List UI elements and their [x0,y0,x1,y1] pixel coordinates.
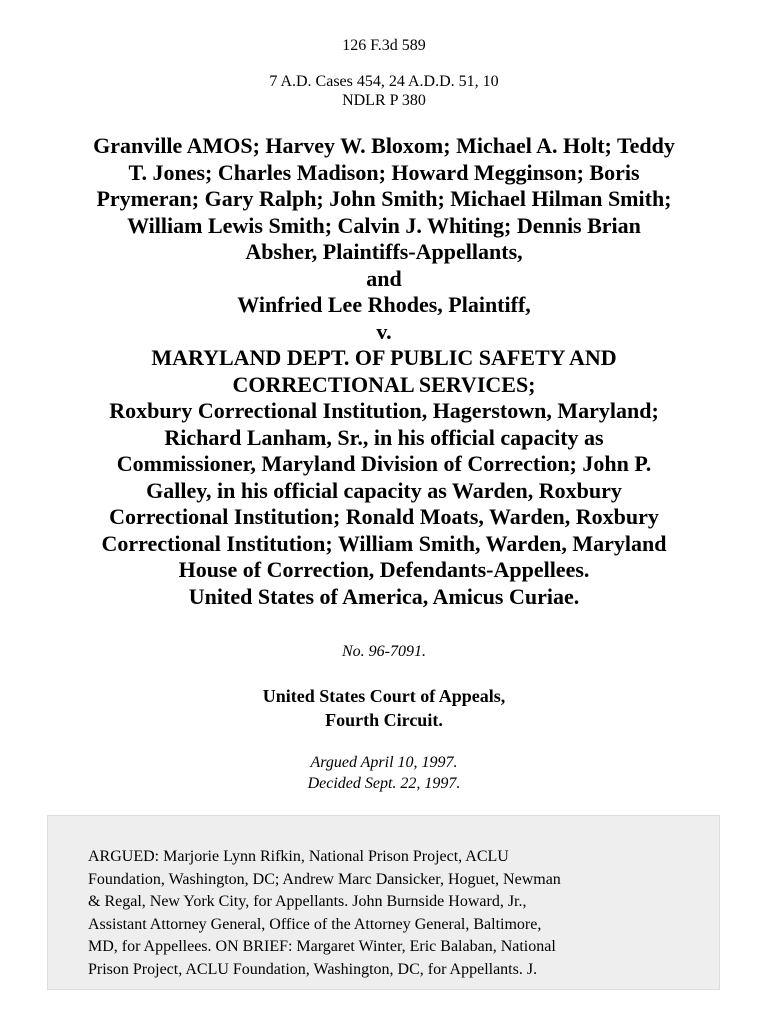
reporter-citation: 126 F.3d 589 [342,37,426,54]
appellee-line: Richard Lanham, Sr., in his official capacity as [164,424,604,450]
counsel-text [88,846,698,981]
counsel-line: MD, for Appellees. ON BRIEF: Margaret Winter, Eric Balaban, National [88,938,556,955]
plaintiff-line: Winfried Lee Rhodes, Plaintiff, [237,292,531,317]
counsel-line: Prison Project, ACLU Foundation, Washington, DC, for Appellants. J. [88,960,538,978]
appellee-line: House of Correction, Defendants-Appellees. [178,557,590,582]
counsel-line: & Regal, New York City, for Appellants. John Burnside Howard, Jr., [88,893,527,910]
appellee-line: Correctional Institution; William Smith, Warden, Maryland [101,530,667,556]
appellee-line: Commissioner, Maryland Division of Correction; John P. [116,451,652,476]
decided-date: Decided Sept. 22, 1997. [307,775,461,792]
and-connector: and [366,265,402,291]
appellee-line: CORRECTIONAL SERVICES; [232,371,536,397]
appellant-line: T. Jones; Charles Madison; Howard Megginson; Boris [128,159,640,185]
appellee-line: MARYLAND DEPT. OF PUBLIC SAFETY AND [151,345,617,370]
counsel-line: Assistant Attorney General, Office of the Attorney General, Baltimore, [88,915,542,933]
appellee-line: Correctional Institution; Ronald Moats, Warden, Roxbury [109,504,659,529]
appellee-line: Galley, in his official capacity as Warden, Roxbury [146,477,622,503]
counsel-line: Foundation, Washington, DC; Andrew Marc Dansicker, Hoguet, Newman [88,870,561,888]
case-caption [40,133,728,610]
appellant-line: William Lewis Smith; Calvin J. Whiting; Dennis Brian [127,212,641,238]
parallel-citations [0,72,768,110]
ndlr-citation-line: NDLR P 380 [342,92,426,109]
argued-date: Argued April 10, 1997. [310,754,458,771]
amicus-line: United States of America, Amicus Curiae. [188,583,580,609]
court-name [0,684,768,732]
docket-number: No. 96-7091. [342,643,426,660]
counsel-line: ARGUED: Marjorie Lynn Rifkin, National Prison Project, ACLU [88,848,509,865]
parallel-citation-line: 7 A.D. Cases 454, 24 A.D.D. 51, 10 [269,73,499,90]
court-name-line: United States Court of Appeals, [262,686,506,706]
counsel-panel [47,815,720,990]
versus-marker: v. [376,318,392,344]
appellant-line: Prymeran; Gary Ralph; John Smith; Michael Hilman Smith; [96,186,672,211]
appellee-line: Roxbury Correctional Institution, Hagerstown, Maryland; [109,398,659,423]
appellant-line: Granville AMOS; Harvey W. Bloxom; Michael A. Holt; Teddy [93,133,675,158]
decision-dates [0,752,768,794]
appellant-line: Absher, Plaintiffs-Appellants, [245,239,523,264]
court-circuit-line: Fourth Circuit. [325,710,443,730]
